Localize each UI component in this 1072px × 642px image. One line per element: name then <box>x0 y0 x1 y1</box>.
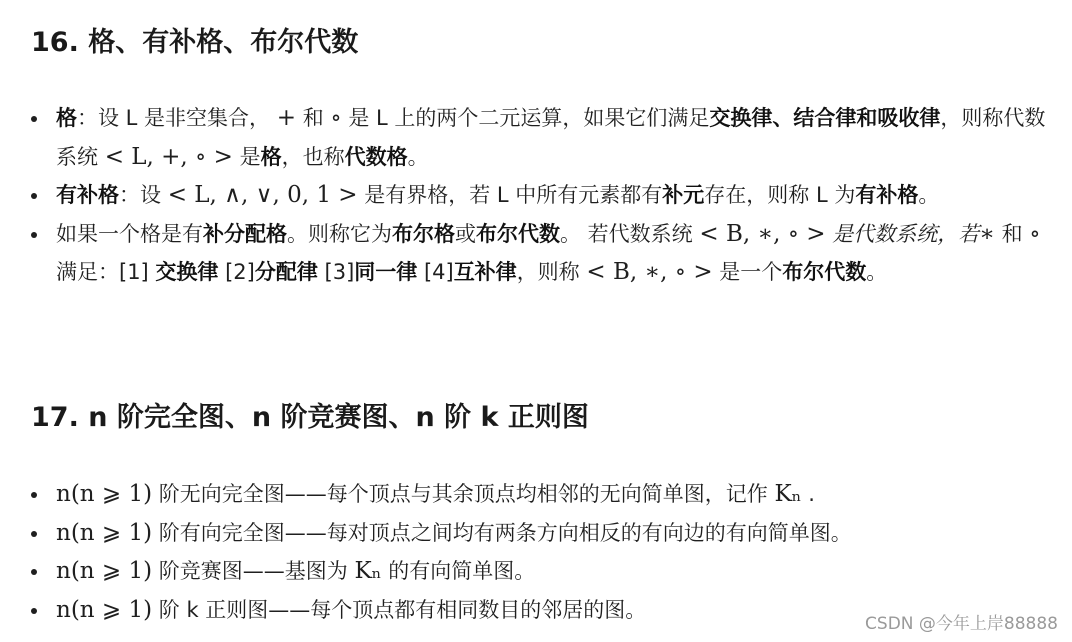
math-algebra-system: < L, +, ∘ > <box>104 143 233 170</box>
math-boolean-system: < B, ∗, ∘ > <box>586 259 713 285</box>
bold-complemented-lattice: 有补格 <box>855 183 919 207</box>
bold-algebraic-lattice: 代数格 <box>344 144 408 169</box>
text-fragment: 阶有向完全图——每对顶点之间均有两条方向相反的有向边的有向简单图。 <box>152 520 852 545</box>
text-fragment: ，则称 <box>516 260 587 284</box>
text-fragment: ：设 L 是非空集合， <box>77 106 277 130</box>
math-kn: Kₙ <box>774 481 802 507</box>
list-item-complete-directed <box>0 514 1072 553</box>
definition-list-17 <box>0 475 1072 629</box>
list-item-lattice <box>0 99 1072 176</box>
list-item-boolean-algebra <box>0 215 1072 292</box>
text-fragment: 和 <box>296 106 331 130</box>
text-fragment: 满足：[1] <box>56 260 156 284</box>
text-fragment: 如果一个格是有 <box>56 221 203 246</box>
term-lattice: 格 <box>56 106 77 130</box>
text-fragment: . <box>801 482 815 506</box>
term-complemented-lattice: 有补格 <box>56 183 119 207</box>
italic-fragment: 是代数系统，若 <box>825 221 980 246</box>
text-fragment: 阶竞赛图——基图为 <box>152 559 355 583</box>
bold-complemented-distributive: 补分配格 <box>203 221 287 246</box>
text-fragment: 。则称它为 <box>287 221 392 246</box>
text-fragment: 。 <box>866 260 888 284</box>
bold-complement: 补元 <box>662 183 705 207</box>
math-kn: Kₙ <box>354 558 382 584</box>
text-fragment: [3] <box>317 260 355 284</box>
text-fragment: ：设 <box>119 183 168 207</box>
text-fragment: 存在，则称 L 为 <box>704 183 856 207</box>
text-fragment: ，也称 <box>281 144 345 169</box>
list-item-complete-undirected <box>0 475 1072 514</box>
text-fragment: 或 <box>455 221 476 246</box>
text-fragment: ，则称代数系统 <box>56 106 1046 169</box>
math-star: ∗ <box>979 220 995 247</box>
bold-laws: 交换律、结合律和吸收律 <box>709 106 941 130</box>
math-order: n(n ⩾ 1) <box>56 481 153 507</box>
bold-boolean-algebra: 布尔代数 <box>476 221 560 246</box>
text-fragment: 。 <box>918 183 940 207</box>
math-circle: ∘ <box>1029 220 1041 247</box>
bold-complement-law: 互补律 <box>453 260 517 284</box>
section-title-16: 16. 格、有补格、布尔代数 <box>31 27 359 58</box>
text-fragment: 是 <box>232 144 261 169</box>
math-bounded-lattice: < L, ∧, ∨, 0, 1 > <box>167 182 358 208</box>
text-fragment: 阶无向完全图——每个顶点与其余顶点均相邻的无向简单图，记作 <box>152 482 775 506</box>
math-order: n(n ⩾ 1) <box>56 558 153 584</box>
bold-identity: 同一律 <box>354 260 418 284</box>
text-fragment: 是一个 <box>712 260 783 284</box>
text-fragment: 和 <box>994 221 1030 246</box>
text-fragment: 。 <box>407 144 429 169</box>
bold-distributive: 分配律 <box>254 260 318 284</box>
text-fragment: 阶 k 正则图——每个顶点都有相同数目的邻居的图。 <box>152 597 647 622</box>
section-title-17: 17. n 阶完全图、n 阶竞赛图、n 阶 k 正则图 <box>31 402 589 433</box>
definition-list-16 <box>0 99 1072 292</box>
math-order: n(n ⩾ 1) <box>56 596 153 623</box>
bold-lattice: 格 <box>260 144 282 169</box>
bold-boolean-lattice: 布尔格 <box>392 221 455 246</box>
math-circle: ∘ <box>330 105 342 131</box>
csdn-watermark: CSDN @今年上岸88888 <box>865 614 1058 634</box>
list-item-complemented-lattice <box>0 176 1072 215</box>
bold-commutative: 交换律 <box>155 260 219 284</box>
bold-boolean-algebra: 布尔代数 <box>782 260 867 284</box>
math-plus: + <box>276 105 297 131</box>
list-item-tournament <box>0 552 1072 591</box>
text-fragment: 的有向简单图。 <box>381 559 536 583</box>
text-fragment: 是 L 上的两个二元运算，如果它们满足 <box>341 106 710 130</box>
math-order: n(n ⩾ 1) <box>56 519 153 546</box>
text-fragment: 。 若代数系统 <box>560 221 700 246</box>
text-fragment: 是有界格，若 L 中所有元素都有 <box>357 183 663 207</box>
math-boolean-system: < B, ∗, ∘ > <box>699 220 826 247</box>
text-fragment: [4] <box>417 260 454 284</box>
text-fragment: [2] <box>218 260 255 284</box>
